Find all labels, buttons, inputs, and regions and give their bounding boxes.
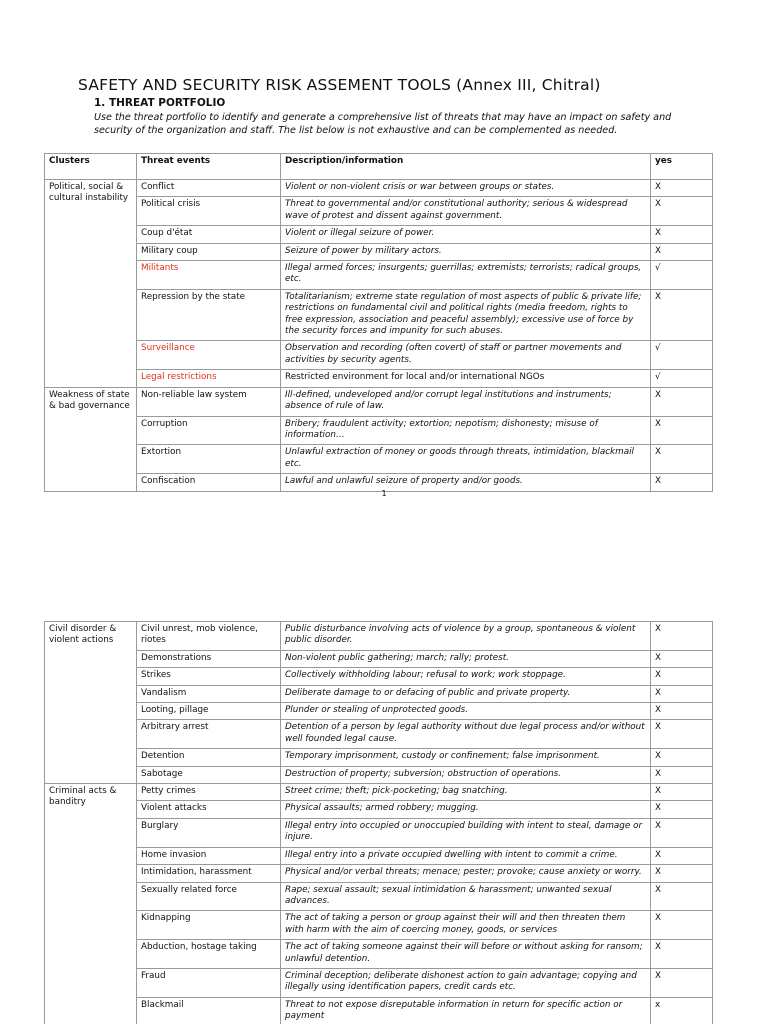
yes-cell: X	[651, 445, 713, 474]
document-title: SAFETY AND SECURITY RISK ASSEMENT TOOLS (Annex III, Chitral)	[78, 76, 601, 94]
table-row	[45, 847, 713, 864]
table-row	[45, 180, 713, 197]
threat-event-cell: Political crisis	[137, 197, 281, 226]
header-clusters: Clusters	[45, 154, 137, 180]
threat-event-cell: Abduction, hostage taking	[137, 940, 281, 969]
description-cell: Temporary imprisonment, custody or confinement; false imprisonment.	[281, 749, 651, 766]
yes-cell: X	[651, 911, 713, 940]
yes-cell: √	[651, 341, 713, 370]
threat-event-cell: Kidnapping	[137, 911, 281, 940]
yes-cell: X	[651, 474, 713, 491]
intro-paragraph: Use the threat portfolio to identify and generate a comprehensive list of threats that may have an impact on safety and security of the organization and staff. The list below is not exhaustive and can be complemented as needed.	[94, 112, 672, 136]
threat-event-cell-highlighted: Surveillance	[137, 341, 281, 370]
yes-cell: X	[651, 180, 713, 197]
threat-event-cell: Home invasion	[137, 847, 281, 864]
yes-cell: x	[651, 997, 713, 1024]
threat-event-cell: Confiscation	[137, 474, 281, 491]
description-cell: Deliberate damage to or defacing of public and private property.	[281, 685, 651, 702]
cluster-cell: Civil disorder & violent actions	[45, 622, 137, 784]
threat-event-cell: Intimidation, harassment	[137, 865, 281, 882]
threat-event-cell: Burglary	[137, 818, 281, 847]
description-cell: Illegal entry into occupied or unoccupied building with intent to steal, damage or injure.	[281, 818, 651, 847]
description-cell: Totalitarianism; extreme state regulation of most aspects of public & private life; restrictions on fundamental civil and political rights (media freedom, rights to free expression, association and peaceful assembly); excessive use of force by the security forces and impunity for such abuses.	[281, 289, 651, 341]
description-cell: Detention of a person by legal authority without due legal process and/or without well founded legal cause.	[281, 720, 651, 749]
table-row	[45, 197, 713, 226]
threat-table-page-1	[44, 153, 713, 492]
description-cell: Rape; sexual assault; sexual intimidation & harassment; unwanted sexual advances.	[281, 882, 651, 911]
table-row	[45, 650, 713, 667]
yes-cell: X	[651, 703, 713, 720]
threat-event-cell: Blackmail	[137, 997, 281, 1024]
description-cell: Ill-defined, undeveloped and/or corrupt legal institutions and instruments; absence of rule of law.	[281, 387, 651, 416]
threat-event-cell: Demonstrations	[137, 650, 281, 667]
description-cell: Restricted environment for local and/or international NGOs	[281, 370, 651, 387]
yes-cell: X	[651, 882, 713, 911]
threat-event-cell: Violent attacks	[137, 801, 281, 818]
description-cell: Lawful and unlawful seizure of property and/or goods.	[281, 474, 651, 491]
yes-cell: X	[651, 685, 713, 702]
table-row	[45, 766, 713, 783]
description-cell: Non-violent public gathering; march; rally; protest.	[281, 650, 651, 667]
yes-cell: X	[651, 243, 713, 260]
description-cell: Collectively withholding labour; refusal to work; work stoppage.	[281, 668, 651, 685]
document-page-2	[0, 608, 768, 1024]
table-row	[45, 289, 713, 341]
threat-event-cell: Detention	[137, 749, 281, 766]
yes-cell: X	[651, 865, 713, 882]
table-row	[45, 911, 713, 940]
table-row	[45, 703, 713, 720]
description-cell: Public disturbance involving acts of violence by a group, spontaneous & violent public disorder.	[281, 622, 651, 651]
yes-cell: X	[651, 387, 713, 416]
yes-cell: X	[651, 650, 713, 667]
page-number: 1	[381, 489, 387, 498]
description-cell: Illegal entry into a private occupied dwelling with intent to commit a crime.	[281, 847, 651, 864]
yes-cell: X	[651, 416, 713, 445]
table-row	[45, 749, 713, 766]
yes-cell: X	[651, 749, 713, 766]
table-row	[45, 370, 713, 387]
threat-event-cell: Sexually related force	[137, 882, 281, 911]
threat-event-cell: Strikes	[137, 668, 281, 685]
yes-cell: X	[651, 784, 713, 801]
table-row	[45, 341, 713, 370]
cluster-cell: Political, social & cultural instability	[45, 180, 137, 388]
description-cell: Physical assaults; armed robbery; mugging.	[281, 801, 651, 818]
yes-cell: X	[651, 766, 713, 783]
table-row	[45, 416, 713, 445]
description-cell: Criminal deception; deliberate dishonest action to gain advantage; copying and illegally using identification papers, credit cards etc.	[281, 968, 651, 997]
threat-event-cell: Fraud	[137, 968, 281, 997]
description-cell: Plunder or stealing of unprotected goods.	[281, 703, 651, 720]
threat-event-cell-highlighted: Militants	[137, 261, 281, 290]
description-cell: Threat to not expose disreputable information in return for specific action or payment	[281, 997, 651, 1024]
table-row	[45, 784, 713, 801]
threat-event-cell: Sabotage	[137, 766, 281, 783]
threat-event-cell: Vandalism	[137, 685, 281, 702]
description-cell: Street crime; theft; pick-pocketing; bag snatching.	[281, 784, 651, 801]
table-row	[45, 997, 713, 1024]
table-row	[45, 226, 713, 243]
description-cell: Seizure of power by military actors.	[281, 243, 651, 260]
yes-cell: X	[651, 622, 713, 651]
description-cell: The act of taking a person or group against their will and then threaten them with harm with the aim of coercing money, goods, or services	[281, 911, 651, 940]
description-cell: Violent or illegal seizure of power.	[281, 226, 651, 243]
yes-cell: X	[651, 968, 713, 997]
cluster-cell: Weakness of state & bad governance	[45, 387, 137, 491]
threat-table-page-2	[44, 621, 713, 1024]
table-row	[45, 720, 713, 749]
table-row	[45, 668, 713, 685]
description-cell: Physical and/or verbal threats; menace; pester; provoke; cause anxiety or worry.	[281, 865, 651, 882]
document-page-1	[0, 0, 768, 510]
table-row	[45, 387, 713, 416]
description-cell: Unlawful extraction of money or goods through threats, intimidation, blackmail etc.	[281, 445, 651, 474]
description-cell: Threat to governmental and/or constitutional authority; serious & widespread wave of protest and dissent against government.	[281, 197, 651, 226]
yes-cell: X	[651, 289, 713, 341]
threat-event-cell: Civil unrest, mob violence, riotes	[137, 622, 281, 651]
table-row	[45, 940, 713, 969]
yes-cell: X	[651, 226, 713, 243]
cluster-cell: Criminal acts & banditry	[45, 784, 137, 1024]
table-row	[45, 865, 713, 882]
table-row	[45, 882, 713, 911]
threat-event-cell: Military coup	[137, 243, 281, 260]
table-row	[45, 445, 713, 474]
threat-event-cell: Non-reliable law system	[137, 387, 281, 416]
threat-event-cell: Corruption	[137, 416, 281, 445]
table-row	[45, 474, 713, 491]
table-row	[45, 261, 713, 290]
page-gap	[0, 510, 768, 608]
table-row	[45, 801, 713, 818]
threat-event-cell: Looting, pillage	[137, 703, 281, 720]
description-cell: Destruction of property; subversion; obstruction of operations.	[281, 766, 651, 783]
section-heading: 1. THREAT PORTFOLIO	[94, 97, 226, 109]
yes-cell: √	[651, 370, 713, 387]
description-cell: The act of taking someone against their will before or without asking for ransom; unlawful detention.	[281, 940, 651, 969]
description-cell: Observation and recording (often covert) of staff or partner movements and activities by security agents.	[281, 341, 651, 370]
yes-cell: X	[651, 720, 713, 749]
threat-event-cell: Conflict	[137, 180, 281, 197]
yes-cell: X	[651, 197, 713, 226]
threat-event-cell: Extortion	[137, 445, 281, 474]
table-row	[45, 685, 713, 702]
yes-cell: X	[651, 940, 713, 969]
description-cell: Violent or non-violent crisis or war between groups or states.	[281, 180, 651, 197]
yes-cell: X	[651, 668, 713, 685]
threat-event-cell-highlighted: Legal restrictions	[137, 370, 281, 387]
description-cell: Bribery; fraudulent activity; extortion; nepotism; dishonesty; misuse of information…	[281, 416, 651, 445]
table-header-row	[45, 154, 713, 180]
table-row	[45, 622, 713, 651]
table-row	[45, 818, 713, 847]
yes-cell: X	[651, 801, 713, 818]
description-cell: Illegal armed forces; insurgents; guerrillas; extremists; terrorists; radical groups, etc.	[281, 261, 651, 290]
yes-cell: X	[651, 818, 713, 847]
header-threat-events: Threat events	[137, 154, 281, 180]
header-yes: yes	[651, 154, 713, 180]
header-description: Description/information	[281, 154, 651, 180]
table-row	[45, 968, 713, 997]
threat-event-cell: Petty crimes	[137, 784, 281, 801]
yes-cell: X	[651, 847, 713, 864]
threat-event-cell: Arbitrary arrest	[137, 720, 281, 749]
yes-cell: √	[651, 261, 713, 290]
table-row	[45, 243, 713, 260]
threat-event-cell: Coup d'état	[137, 226, 281, 243]
threat-event-cell: Repression by the state	[137, 289, 281, 341]
